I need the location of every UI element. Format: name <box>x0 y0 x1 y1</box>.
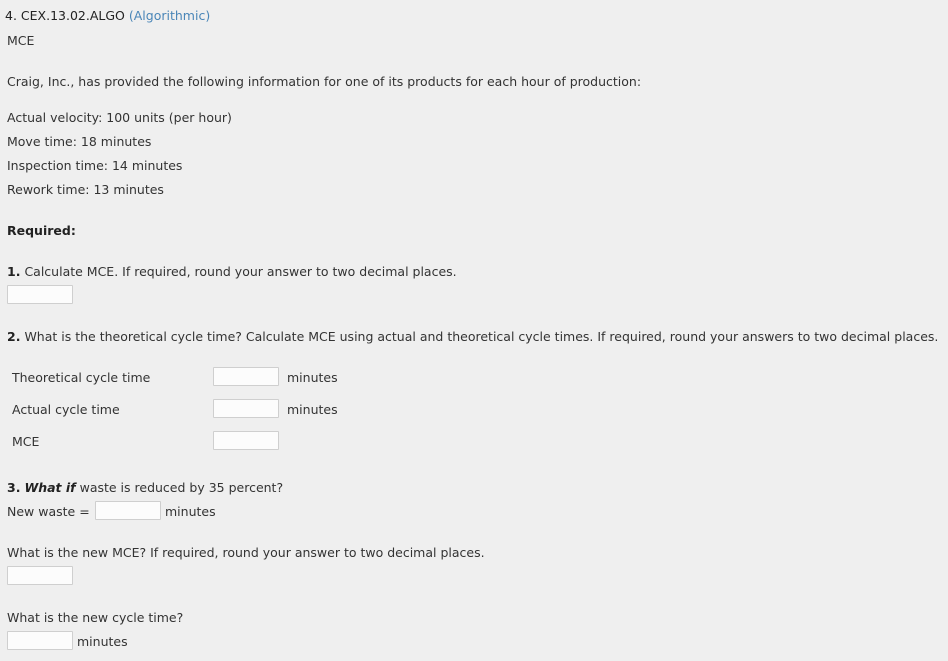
actual-cycle-time-unit: minutes <box>287 402 338 417</box>
fact-actual-velocity: Actual velocity: 100 units (per hour) <box>7 110 232 125</box>
fact-rework-time: Rework time: 13 minutes <box>7 182 164 197</box>
question-subtitle: MCE <box>7 33 35 48</box>
actual-cycle-time-label: Actual cycle time <box>12 402 120 417</box>
q3-prompt <box>7 480 283 495</box>
new-mce-question: What is the new MCE? If required, round your answer to two decimal places. <box>7 545 485 560</box>
theoretical-cycle-time-input[interactable] <box>213 367 279 386</box>
new-cycle-time-question: What is the new cycle time? <box>7 610 184 625</box>
required-heading <box>7 223 76 238</box>
q3-number: 3. <box>7 480 21 495</box>
q2-mce-label: MCE <box>12 434 40 449</box>
new-cycle-time-unit: minutes <box>77 634 128 649</box>
question-header <box>5 8 210 23</box>
q1-text: Calculate MCE. If required, round your answer to two decimal places. <box>24 264 457 279</box>
new-waste-label: New waste = <box>7 504 90 519</box>
q2-prompt <box>7 329 938 344</box>
new-cycle-time-input[interactable] <box>7 631 73 650</box>
fact-move-time: Move time: 18 minutes <box>7 134 152 149</box>
q2-mce-input[interactable] <box>213 431 279 450</box>
new-waste-unit: minutes <box>165 504 216 519</box>
theoretical-cycle-time-unit: minutes <box>287 370 338 385</box>
question-number: 4. <box>5 8 17 23</box>
intro-text: Craig, Inc., has provided the following information for one of its products for each hour of production: <box>7 74 642 89</box>
q1-number: 1. <box>7 264 21 279</box>
q1-mce-input[interactable] <box>7 285 73 304</box>
theoretical-cycle-time-label: Theoretical cycle time <box>12 370 151 385</box>
q2-text: What is the theoretical cycle time? Calculate MCE using actual and theoretical cycle times. If required, round your answers to two decimal places. <box>24 329 939 344</box>
q3-emphasis: What if <box>24 480 76 495</box>
actual-cycle-time-input[interactable] <box>213 399 279 418</box>
fact-inspection-time: Inspection time: 14 minutes <box>7 158 183 173</box>
algorithmic-tag: (Algorithmic) <box>128 8 211 23</box>
q1-prompt <box>7 264 457 279</box>
required-label: Required: <box>7 223 76 238</box>
new-mce-input[interactable] <box>7 566 73 585</box>
q2-number: 2. <box>7 329 21 344</box>
new-waste-input[interactable] <box>95 501 161 520</box>
question-code: CEX.13.02.ALGO <box>20 8 125 23</box>
q3-text: waste is reduced by 35 percent? <box>79 480 284 495</box>
